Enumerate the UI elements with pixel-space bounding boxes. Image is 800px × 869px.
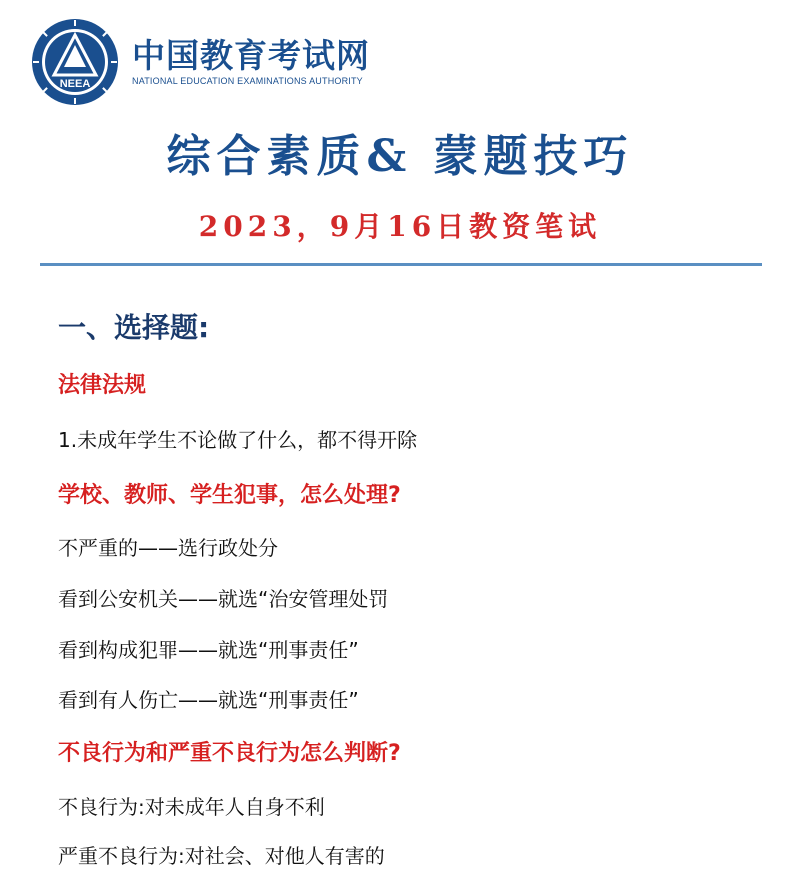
org-name-en: NATIONAL EDUCATION EXAMINATIONS AUTHORITY [132,76,363,87]
org-text [132,35,370,87]
answer-text: 不严重的——选行政处分 [58,536,278,560]
sub-title: 2023，9月16日教资笔试 [198,210,602,243]
answer-text: 看到有人伤亡——就选“刑事责任” [58,688,359,712]
main-title: 综合素质& 蒙题技巧 [166,131,634,182]
question-heading: 不良行为和严重不良行为怎么判断? [58,741,401,766]
section-heading: 一、选择题: [58,311,210,344]
org-name-cn: 中国教育考试网 [132,35,370,75]
item-text: 1.未成年学生不论做了什么，都不得开除 [58,428,418,452]
question-heading: 学校、教师、学生犯事，怎么处理? [58,483,401,508]
answer-text: 看到构成犯罪——就选“刑事责任” [58,638,359,662]
svg-text:NEEA: NEEA [59,78,91,90]
header [30,14,370,110]
answer-text: 严重不良行为:对社会、对他人有害的 [58,844,385,868]
neea-logo [30,17,120,107]
answer-text: 不良行为:对未成年人自身不利 [58,795,325,819]
divider [40,263,762,266]
category-heading: 法律法规 [58,373,147,398]
answer-text: 看到公安机关——就选“治安管理处罚 [58,587,389,611]
